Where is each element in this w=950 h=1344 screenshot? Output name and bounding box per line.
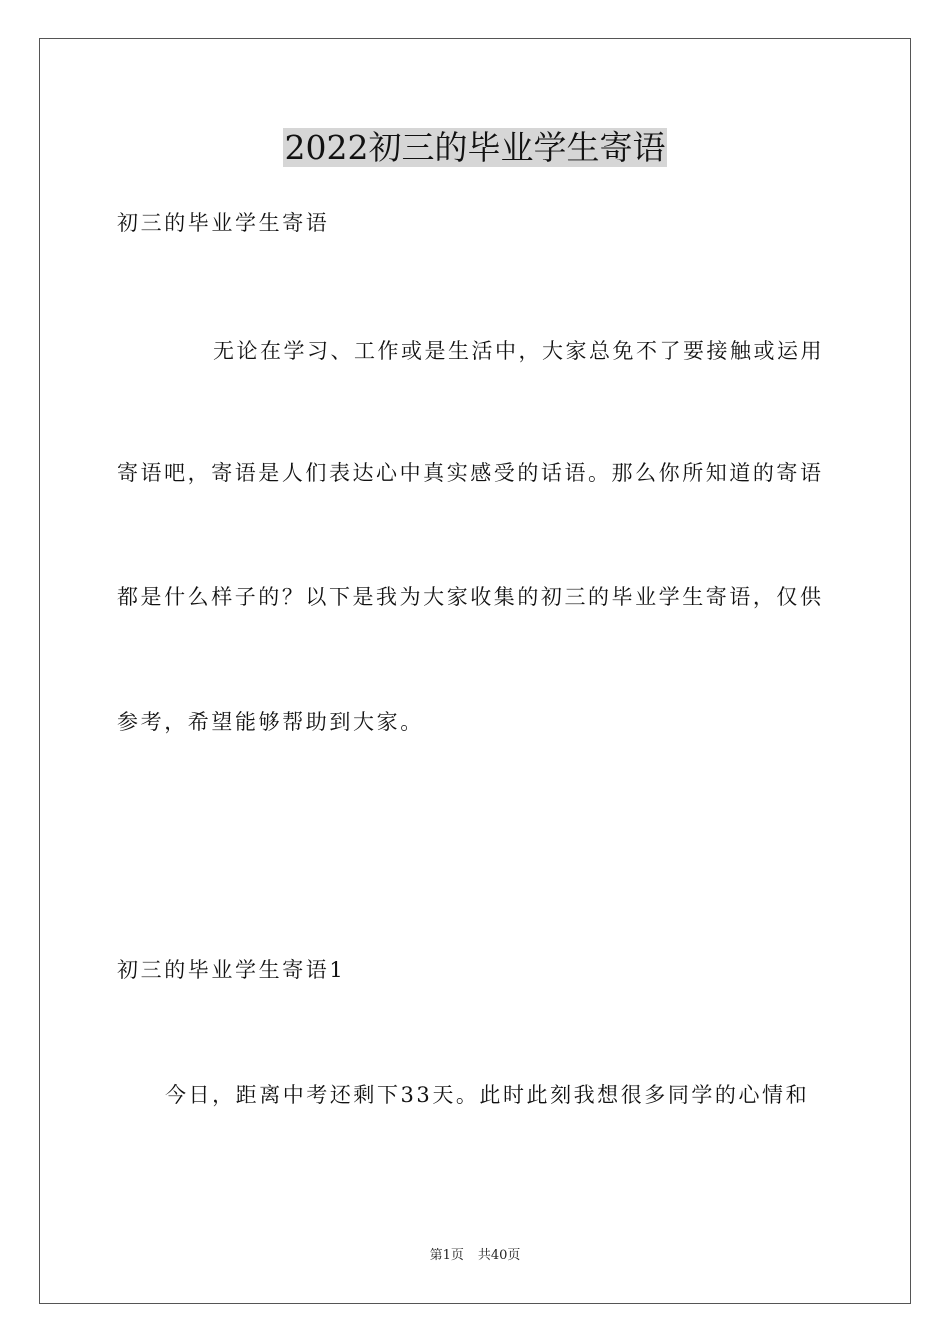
paragraph-line: 都是什么样子的？以下是我为大家收集的初三的毕业学生寄语，仅供 bbox=[117, 585, 824, 609]
section-heading: 初三的毕业学生寄语1 bbox=[117, 958, 346, 982]
page-number: 第1页 bbox=[429, 1248, 464, 1263]
document-title-text: 2022初三的毕业学生寄语 bbox=[284, 128, 666, 167]
paragraph-line: 寄语吧，寄语是人们表达心中真实感受的话语。那么你所知道的寄语 bbox=[117, 461, 824, 485]
page-footer bbox=[0, 1247, 950, 1265]
paragraph-line: 无论在学习、工作或是生活中，大家总免不了要接触或运用 bbox=[213, 339, 824, 363]
paragraph-line: 今日，距离中考还剩下33天。此时此刻我想很多同学的心情和 bbox=[165, 1083, 810, 1107]
page-total: 共40页 bbox=[477, 1248, 521, 1263]
paragraph-line: 参考，希望能够帮助到大家。 bbox=[117, 710, 424, 734]
document-title bbox=[0, 126, 950, 170]
document-subtitle: 初三的毕业学生寄语 bbox=[117, 211, 330, 235]
